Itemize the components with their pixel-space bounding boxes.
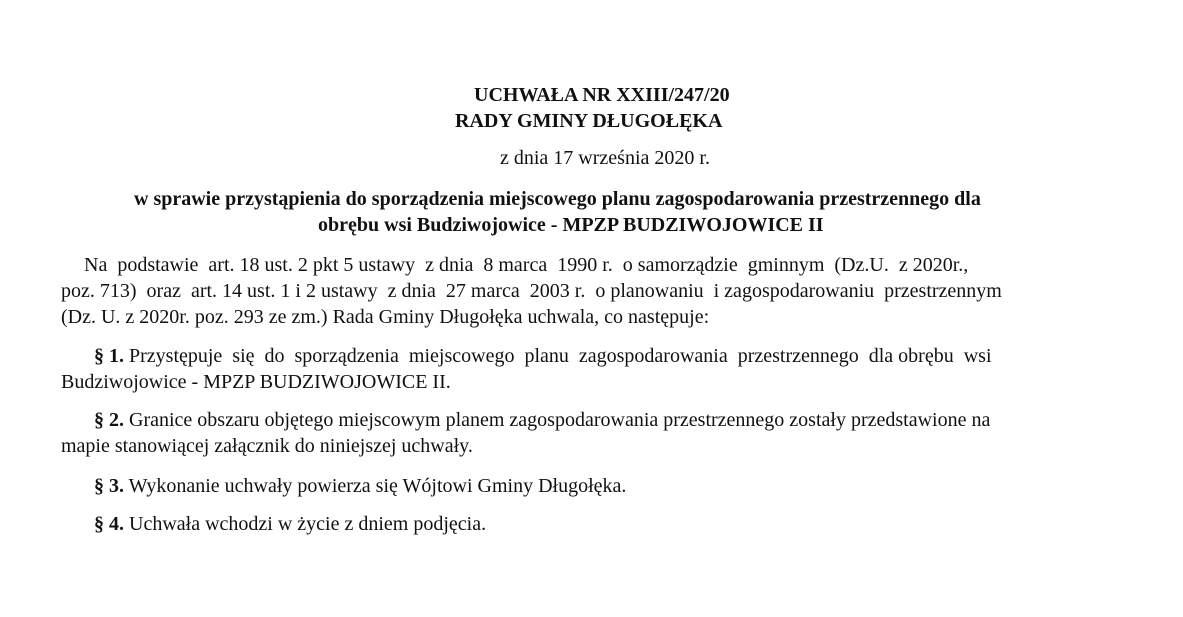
section-3 <box>94 473 626 499</box>
preamble-text-2: poz. 713) oraz art. 14 ust. 1 i 2 ustawy z dnia 27 marca 2003 r. o planowaniu i zagospodarowaniu przestrzennym <box>61 280 1002 302</box>
section-2 <box>94 407 990 433</box>
section-1-marker: § 1. <box>94 345 124 367</box>
section-2-marker: § 2. <box>94 409 124 431</box>
resolution-number: UCHWAŁA NR XXIII/247/20 <box>474 84 730 106</box>
section-4-marker: § 4. <box>94 513 124 535</box>
section-2-text-2: mapie stanowiącej załącznik do niniejszej uchwały. <box>61 435 473 457</box>
section-3-marker: § 3. <box>94 475 124 497</box>
resolution-date: z dnia 17 września 2020 r. <box>500 147 710 169</box>
section-4-text-1: Uchwała wchodzi w życie z dniem podjęcia. <box>129 513 487 535</box>
preamble-text-1: Na podstawie art. 18 ust. 2 pkt 5 ustawy z dnia 8 marca 1990 r. o samorządzie gminnym (Dz.U. z 2020r., <box>84 254 969 276</box>
subject-line-2: obrębu wsi Budziwojowice - MPZP BUDZIWOJOWICE II <box>318 214 824 236</box>
preamble-line-3: (Dz. U. z 2020r. poz. 293 ze zm.) Rada Gminy Długołęka uchwala, co następuje: <box>61 306 710 328</box>
section-3-text-1: Wykonanie uchwały powierza się Wójtowi Gminy Długołęka. <box>128 475 627 497</box>
section-2-text-1: Granice obszaru objętego miejscowym planem zagospodarowania przestrzennego zostały przedstawione na <box>129 409 991 431</box>
preamble-line-2 <box>61 278 1127 304</box>
section-1-text-1: Przystępuje się do sporządzenia miejscowego planu zagospodarowania przestrzennego dla obrębu wsi <box>129 345 992 367</box>
section-4 <box>94 511 486 537</box>
council-name: RADY GMINY DŁUGOŁĘKA <box>455 110 723 132</box>
subject-line-1: w sprawie przystąpienia do sporządzenia miejscowego planu zagospodarowania przestrzennego dla <box>134 188 981 210</box>
section-1 <box>94 343 992 369</box>
section-1-text-2: Budziwojowice - MPZP BUDZIWOJOWICE II. <box>61 371 451 393</box>
preamble-line-1 <box>84 252 1126 278</box>
